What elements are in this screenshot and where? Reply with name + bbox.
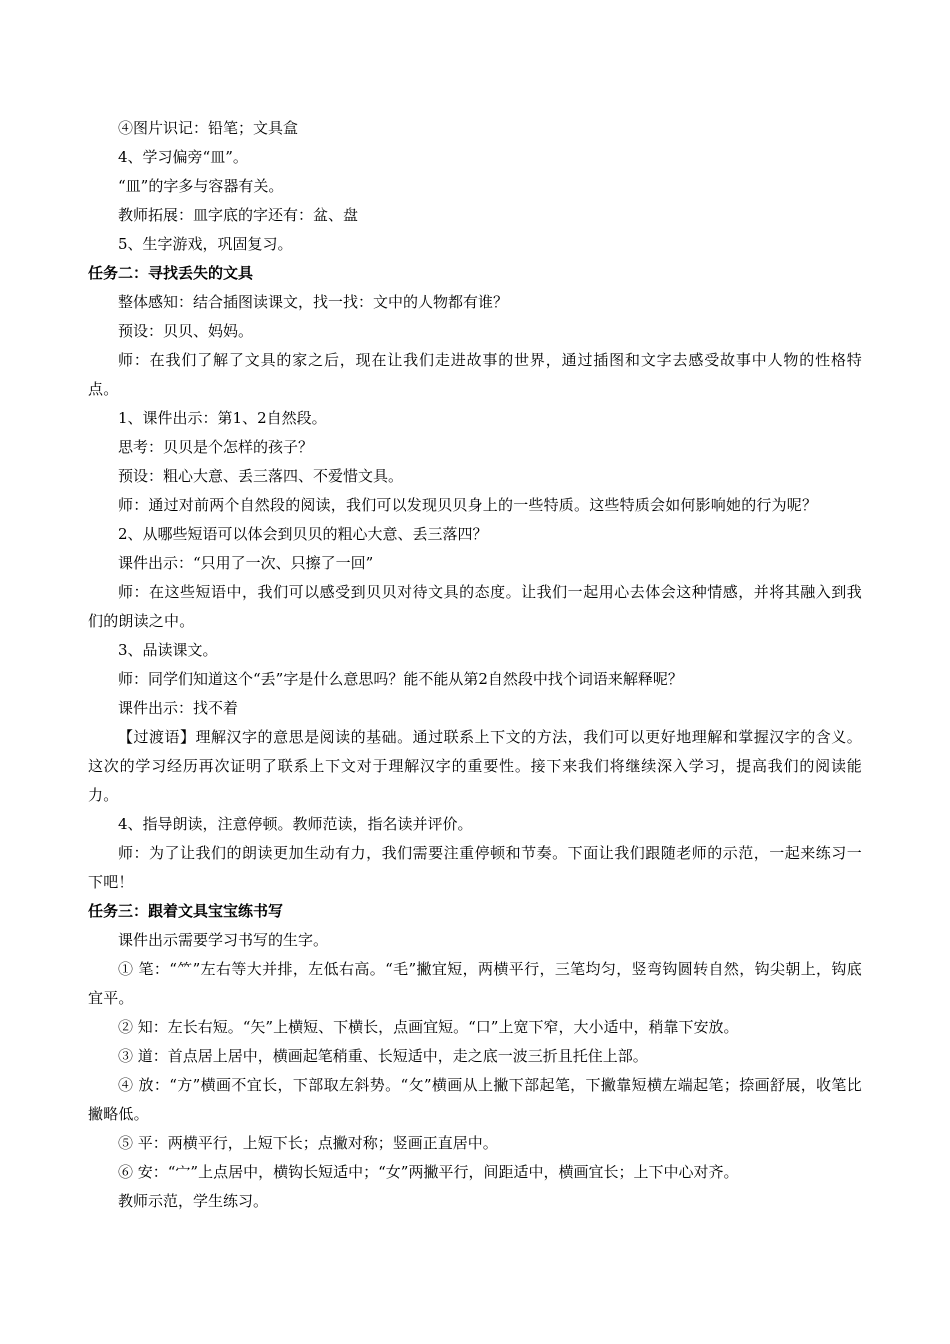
section-heading-task-3: 任务三：跟着文具宝宝练书写 (88, 902, 284, 920)
paragraph: 师：在我们了解了文具的家之后，现在让我们走进故事的世界，通过插图和文字去感受故事中人物的性格特点。 (88, 351, 862, 398)
text-line: 课件出示需要学习书写的生字。 (118, 931, 329, 949)
text-line: 课件出示：找不着 (118, 699, 239, 717)
text-line: 4、指导朗读，注意停顿。教师范读，指名读并评价。 (118, 815, 473, 833)
text-line: ⑤ 平：两横平行，上短下长；点撇对称；竖画正直居中。 (118, 1134, 498, 1152)
text-line: 师：同学们知道这个“丢”字是什么意思吗？能不能从第2自然段中找个词语来解释呢？ (118, 670, 683, 688)
paragraph: ④ 放：“方”横画不宜长，下部取左斜势。“攵”横画从上撇下部起笔，下撇靠短横左端起笔；捺画舒展，收笔比撇略低。 (88, 1076, 862, 1123)
text-line: ④图片识记：铅笔；文具盒 (118, 119, 299, 137)
text-line: 教师示范，学生练习。 (118, 1192, 269, 1210)
text-line: 思考：贝贝是个怎样的孩子？ (118, 438, 314, 456)
text-line: ⑥ 安：“宀”上点居中，横钩长短适中；“女”两撇平行，间距适中，横画宜长；上下中心对齐。 (118, 1163, 739, 1181)
text-line: 2、从哪些短语可以体会到贝贝的粗心大意、丢三落四？ (118, 525, 488, 543)
text-line: 预设：粗心大意、丢三落四、不爱惜文具。 (118, 467, 404, 485)
paragraph: 师：为了让我们的朗读更加生动有力，我们需要注重停顿和节奏。下面让我们跟随老师的示范，一起来练习一下吧！ (88, 844, 862, 891)
text-line: ② 知：左长右短。“矢”上横短、下横长，点画宜短。“口”上宽下窄，大小适中，稍靠下安放。 (118, 1018, 739, 1036)
paragraph: 师：在这些短语中，我们可以感受到贝贝对待文具的态度。让我们一起用心去体会这种情感，并将其融入到我们的朗读之中。 (88, 583, 862, 630)
text-line: “皿”的字多与容器有关。 (118, 177, 284, 195)
text-line: 3、品读课文。 (118, 641, 218, 659)
text-line: 整体感知：结合插图读课文，找一找：文中的人物都有谁？ (118, 293, 509, 311)
document-page (88, 114, 862, 1216)
text-line: 课件出示：“只用了一次、只擦了一回” (118, 554, 374, 572)
text-line: 4、学习偏旁“皿”。 (118, 148, 248, 166)
paragraph: 师：通过对前两个自然段的阅读，我们可以发现贝贝身上的一些特质。这些特质会如何影响她的行为呢？ (118, 496, 818, 514)
text-line: 预设：贝贝、妈妈。 (118, 322, 254, 340)
text-line: 5、生字游戏，巩固复习。 (118, 235, 293, 253)
text-line: 1、课件出示：第1、2自然段。 (118, 409, 327, 427)
section-heading-task-2: 任务二：寻找丢失的文具 (88, 264, 254, 282)
text-line: 教师拓展：皿字底的字还有：盆、盘 (118, 206, 359, 224)
transition-paragraph: 【过渡语】理解汉字的意思是阅读的基础。通过联系上下文的方法，我们可以更好地理解和掌握汉字的含义。 这次的学习经历再次证明了联系上下文对于理解汉字的重要性。接下来我们将继续深入学习，提高我们的阅读能力。 (88, 728, 862, 804)
text-line: ③ 道：首点居上居中，横画起笔稍重、长短适中，走之底一波三折且托住上部。 (118, 1047, 648, 1065)
paragraph: ① 笔：“⺮”左右等大并排，左低右高。“毛”撇宜短，两横平行，三笔均匀，竖弯钩圆转自然，钩尖朝上，钩底宜平。 (88, 960, 862, 1007)
